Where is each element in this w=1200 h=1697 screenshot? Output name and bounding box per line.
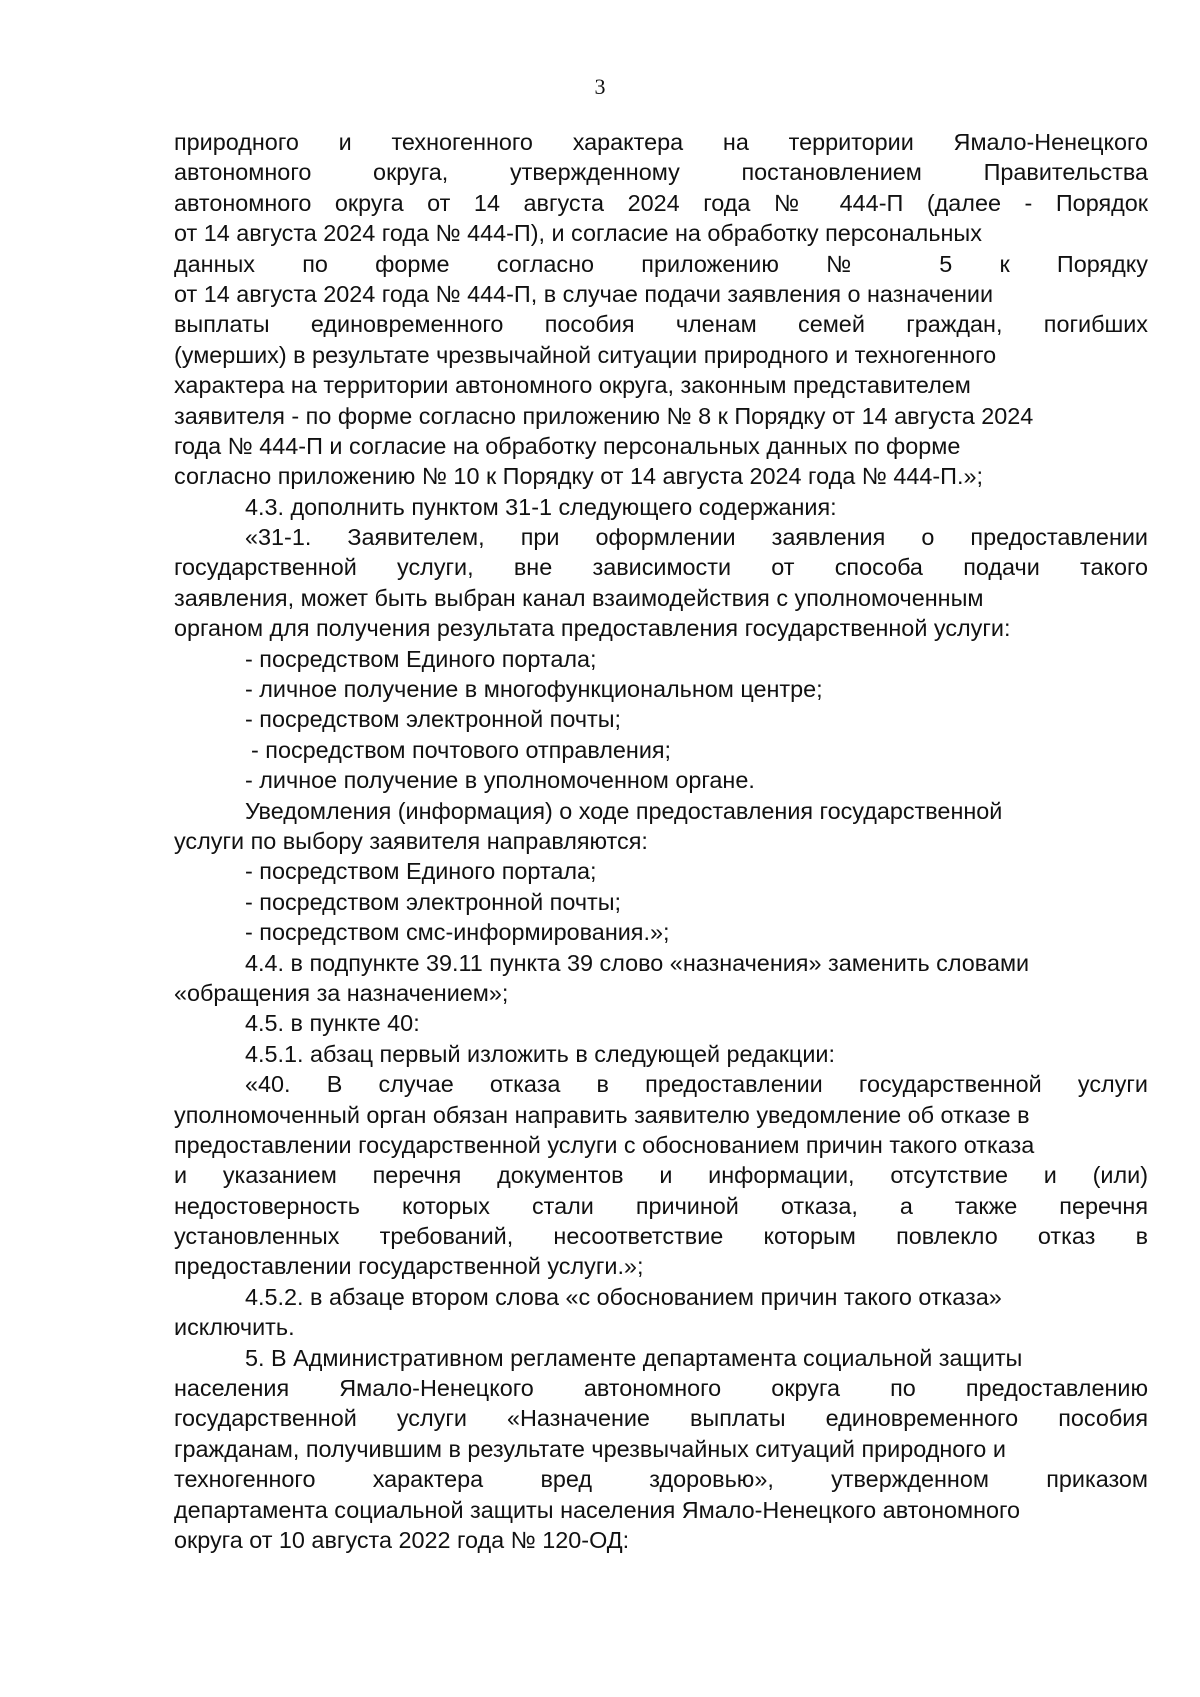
text-line: автономного округа от 14 августа 2024 года № 444-П (далее - Порядок xyxy=(174,189,1148,216)
text-line: органом для получения результата предоставления государственной услуги: xyxy=(174,615,1011,642)
text-line: от 14 августа 2024 года № 444-П), и согласие на обработку персональных xyxy=(174,220,982,247)
text-line: согласно приложению № 10 к Порядку от 14 августа 2024 года № 444-П.»; xyxy=(174,463,983,490)
list-item: - посредством смс-информирования.»; xyxy=(245,919,670,946)
text-line: государственной услуги «Назначение выплаты единовременного пособия xyxy=(174,1405,1148,1432)
text-line: выплаты единовременного пособия членам семей граждан, погибших xyxy=(174,311,1148,338)
document-body xyxy=(174,127,1148,1555)
text-line: года № 444-П и согласие на обработку персональных данных по форме xyxy=(174,432,961,459)
text-line: «31-1. Заявителем, при оформлении заявления о предоставлении xyxy=(245,524,1148,551)
text-line: 4.4. в подпункте 39.11 пункта 39 слово «назначения» заменить словами xyxy=(245,949,1030,976)
text-line: 4.5. в пункте 40: xyxy=(245,1010,420,1037)
text-line: предоставлении государственной услуги.»; xyxy=(174,1253,644,1280)
text-line: «обращения за назначением»; xyxy=(174,979,509,1006)
list-item: - личное получение в уполномоченном органе. xyxy=(245,767,755,794)
text-line: 4.5.1. абзац первый изложить в следующей редакции: xyxy=(245,1040,835,1067)
text-line: населения Ямало-Ненецкого автономного округа по предоставлению xyxy=(174,1375,1148,1402)
text-line: установленных требований, несоответствие которым повлекло отказ в xyxy=(174,1223,1148,1250)
text-line: «40. В случае отказа в предоставлении государственной услуги xyxy=(245,1071,1148,1098)
text-line: недостоверность которых стали причиной отказа, а также перечня xyxy=(174,1192,1148,1219)
text-line: департамента социальной защиты населения Ямало-Ненецкого автономного xyxy=(174,1496,1021,1523)
text-line: заявителя - по форме согласно приложению № 8 к Порядку от 14 августа 2024 xyxy=(174,402,1034,429)
text-line: данных по форме согласно приложению № 5 к Порядку xyxy=(174,250,1148,277)
page-number: 3 xyxy=(594,74,606,99)
text-line: государственной услуги, вне зависимости от способа подачи такого xyxy=(174,554,1148,581)
text-line: округа от 10 августа 2022 года № 120-ОД: xyxy=(174,1526,630,1553)
text-line: гражданам, получившим в результате чрезвычайных ситуаций природного и xyxy=(174,1435,1006,1462)
text-line: предоставлении государственной услуги с обоснованием причин такого отказа xyxy=(174,1131,1035,1158)
text-line: заявления, может быть выбран канал взаимодействия с уполномоченным xyxy=(174,584,984,611)
text-line: услуги по выбору заявителя направляются: xyxy=(174,827,648,854)
list-item: - посредством Единого портала; xyxy=(245,645,597,672)
list-item: - посредством электронной почты; xyxy=(245,888,622,915)
text-line: (умерших) в результате чрезвычайной ситуации природного и техногенного xyxy=(174,341,997,368)
text-line: 4.5.2. в абзаце втором слова «с обоснованием причин такого отказа» xyxy=(245,1283,1002,1310)
text-line: и указанием перечня документов и информации, отсутствие и (или) xyxy=(174,1162,1148,1189)
text-line: автономного округа, утвержденному постановлением Правительства xyxy=(174,159,1148,186)
list-item: - посредством электронной почты; xyxy=(245,706,622,733)
text-line: исключить. xyxy=(174,1314,295,1341)
list-item: - посредством почтового отправления; xyxy=(251,736,672,763)
text-line: 5. В Административном регламенте департамента социальной защиты xyxy=(245,1344,1023,1371)
list-item: - посредством Единого портала; xyxy=(245,858,597,885)
text-line: техногенного характера вред здоровью», утвержденном приказом xyxy=(174,1466,1148,1493)
text-line: характера на территории автономного округа, законным представителем xyxy=(174,372,971,399)
text-line: 4.3. дополнить пунктом 31-1 следующего содержания: xyxy=(245,493,837,520)
text-line: от 14 августа 2024 года № 444-П, в случае подачи заявления о назначении xyxy=(174,280,994,307)
text-line: природного и техногенного характера на территории Ямало-Ненецкого xyxy=(174,129,1148,155)
text-line: Уведомления (информация) о ходе предоставления государственной xyxy=(245,797,1003,824)
list-item: - личное получение в многофункциональном центре; xyxy=(245,676,823,703)
text-line: уполномоченный орган обязан направить заявителю уведомление об отказе в xyxy=(174,1101,1030,1128)
